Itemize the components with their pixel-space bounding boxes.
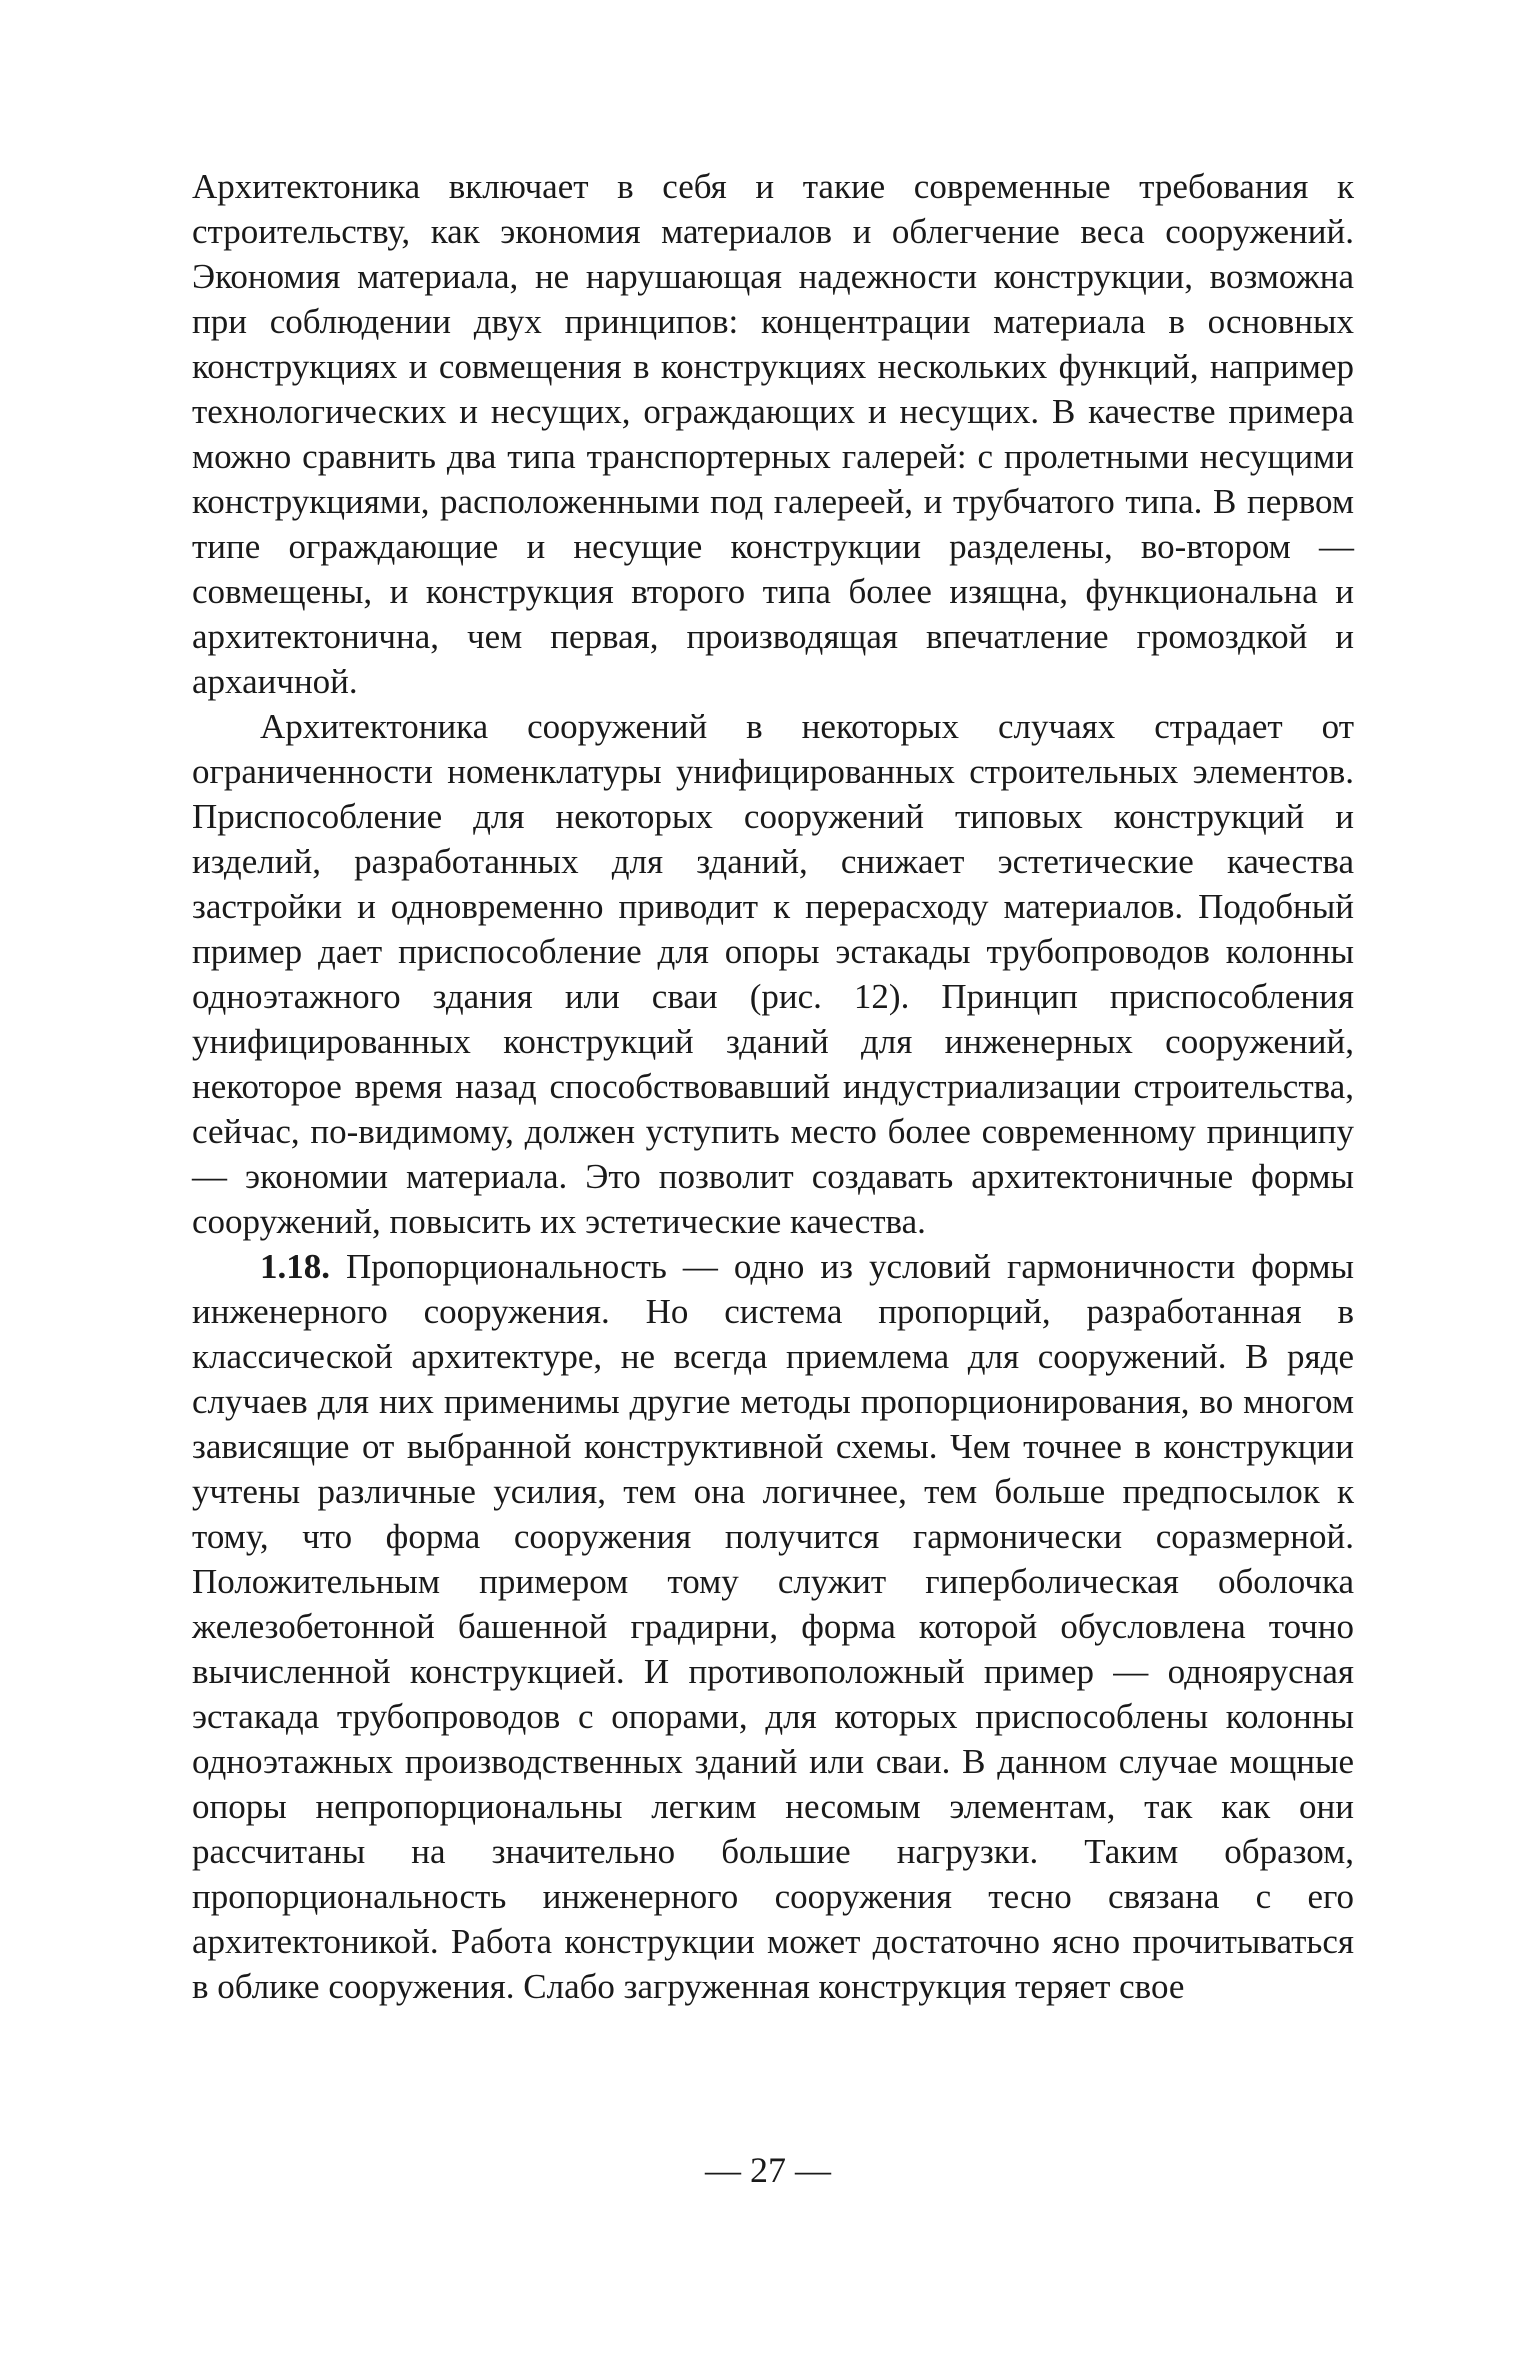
paragraph-architectonics-economy: Архитектоника включает в себя и такие современные требования к строительству, как экономия материалов и облегчение веса сооружений. Экономия материала, не нарушающая надежности конструкции, возможна при соблюдении двух принципов: концентрации материала в основных конструкциях и совмещения в конструкциях нескольких функций, например технологических и несущих, ограждающих и несущих. В качестве примера можно сравнить два типа транспортерных галерей: с пролетными несущими конструкциями, расположенными под галереей, и трубчатого типа. В первом типе ограждающие и несущие конструкции разделены, во-втором — совмещены, и конструкция второго типа более изящна, функциональна и архитектонична, чем первая, производящая впечатление громоздкой и архаичной. <box>192 167 1354 701</box>
section-1-18 <box>192 1244 1354 2009</box>
page-number: — 27 — <box>705 2150 831 2190</box>
section-number: 1.18. <box>260 1247 330 1286</box>
paragraph-unified-elements: Архитектоника сооружений в некоторых случаях страдает от ограниченности номенклатуры унифицированных строительных элементов. Приспособление для некоторых сооружений типовых конструкций и изделий, разработанных для зданий, снижает эстетические качества застройки и одновременно приводит к перерасходу материалов. Подобный пример дает приспособление для опоры эстакады трубопроводов колонны одноэтажного здания или сваи (рис. 12). Принцип приспособления унифицированных конструкций зданий для инженерных сооружений, некоторое время назад способствовавший индустриализации строительства, сейчас, по-видимому, должен уступить место более современному принципу — экономии материала. Это позволит создавать архитектоничные формы сооружений, повысить их эстетические качества. <box>192 707 1354 1241</box>
section-text: Пропорциональность — одно из условий гармоничности формы инженерного сооружения. Но система пропорций, разработанная в классической архитектуре, не всегда приемлема для сооружений. В ряде случаев для них применимы другие методы пропорционирования, во многом зависящие от выбранной конструктивной схемы. Чем точнее в конструкции учтены различные усилия, тем она логичнее, тем больше предпосылок к тому, что форма сооружения получится гармонически соразмерной. Положительным примером тому служит гиперболическая оболочка железобетонной башенной градирни, форма которой обусловлена точно вычисленной конструкцией. И противоположный пример — одноярусная эстакада трубопроводов с опорами, для которых приспособлены колонны одноэтажных производственных зданий или сваи. В данном случае мощные опоры непропорциональны легким несомым элементам, так как они рассчитаны на значительно большие нагрузки. Таким образом, пропорциональность инженерного сооружения тесно связана с его архитектоникой. Работа конструкции может достаточно ясно прочитываться в облике сооружения. Слабо загруженная конструкция теряет свое <box>192 1247 1355 2006</box>
page-body <box>192 164 1354 2009</box>
